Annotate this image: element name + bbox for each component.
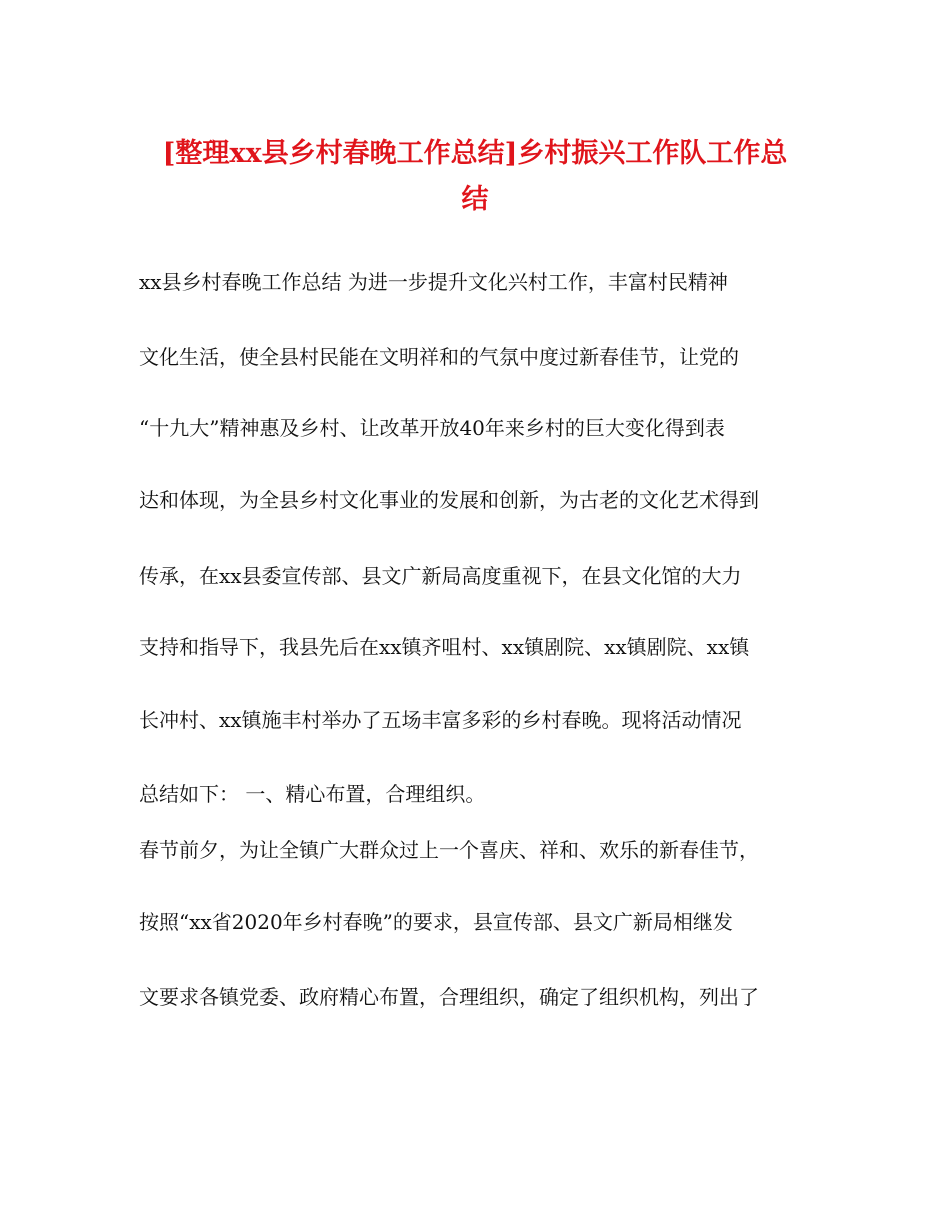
body-line-8: 总结如下： 一、精心布置，合理组织。: [139, 782, 486, 806]
body-line-1: xx县乡村春晚工作总结 为进一步提升文化兴村工作，丰富村民精神: [139, 270, 728, 294]
body-line-9: 春节前夕，为让全镇广大群众过上一个喜庆、祥和、欢乐的新春佳节，: [139, 838, 759, 862]
body-line-6: 支持和指导下，我县先后在xx镇齐咀村、xx镇剧院、xx镇剧院、xx镇: [139, 635, 750, 659]
title-line-2: 结: [461, 184, 489, 215]
body-line-7: 长冲村、xx镇施丰村举办了五场丰富多彩的乡村春晚。现将活动情况: [139, 708, 742, 732]
body-line-5: 传承，在xx县委宣传部、县文广新局高度重视下，在县文化馆的大力: [139, 564, 742, 588]
body-line-10: 按照“xx省2020年乡村春晚”的要求，县宣传部、县文广新局相继发: [139, 910, 733, 934]
body-line-11: 文要求各镇党委、政府精心布置，合理组织，确定了组织机构，列出了: [139, 985, 759, 1009]
body-line-4: 达和体现，为全县乡村文化事业的发展和创新，为古老的文化艺术得到: [139, 488, 759, 512]
title-line-1: [整理xx县乡村春晚工作总结]乡村振兴工作队工作总: [162, 138, 788, 169]
body-line-2: 文化生活，使全县村民能在文明祥和的气氛中度过新春佳节，让党的: [139, 345, 739, 369]
body-line-3: “十九大”精神惠及乡村、让改革开放40年来乡村的巨大变化得到表: [139, 416, 725, 440]
document-title: [120, 131, 830, 223]
